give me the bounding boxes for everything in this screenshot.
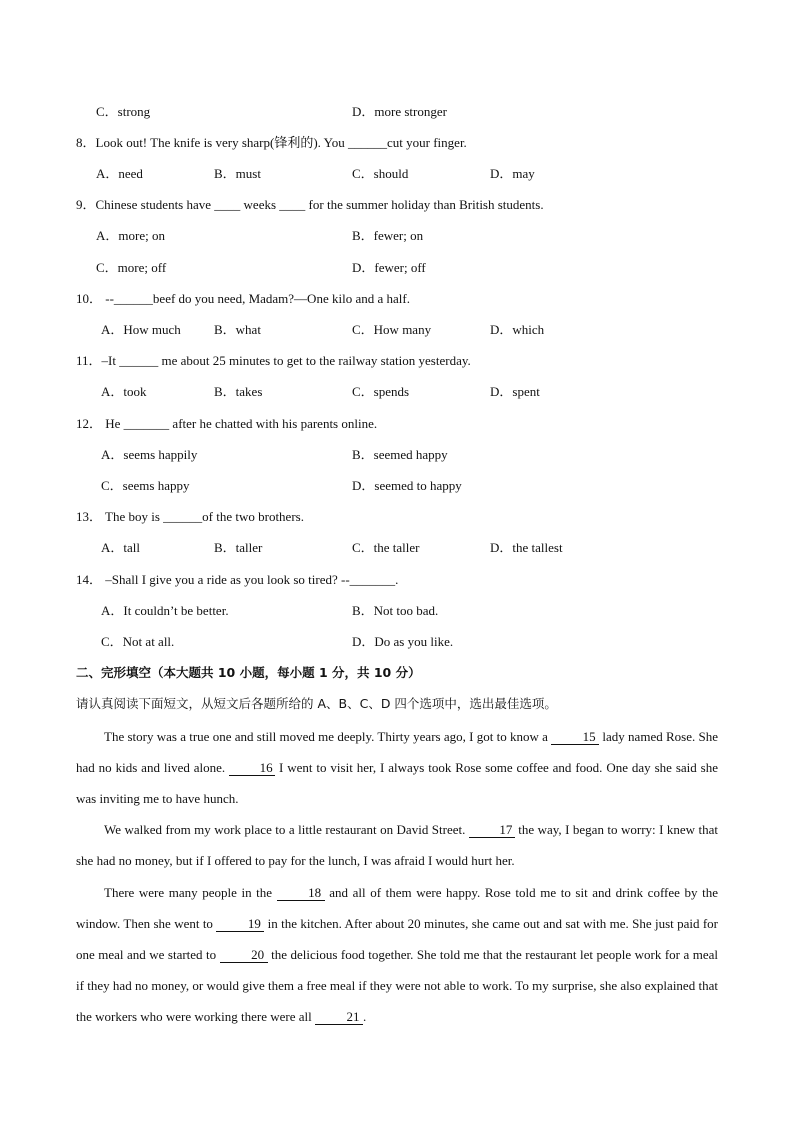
q11-option-c: C．spends bbox=[352, 384, 410, 399]
section-2-title: 二、完形填空（本大题共 10 小题，每小题 1 分，共 10 分） bbox=[76, 665, 421, 680]
blank-19: 19 bbox=[216, 917, 264, 932]
blank-20: 20 bbox=[220, 948, 268, 963]
q13-option-d: D．the tallest bbox=[490, 540, 563, 555]
q8-option-d: D．may bbox=[490, 166, 535, 181]
q11-blank: ______ bbox=[119, 353, 159, 368]
p3-text-b: and all of them were happy. Rose told me to sit and drink coffee by the window. Then she went to bbox=[76, 885, 718, 931]
q13-text-end: of the two brothers. bbox=[202, 509, 304, 524]
section-2-instruction: 请认真阅读下面短文，从短文后各题所给的 A、B、C、D 四个选项中，选出最佳选项。 bbox=[76, 696, 557, 711]
q13-text: 13． The boy is bbox=[76, 509, 164, 524]
p3-text-c: in the kitchen. After about 20 minutes, she came out and sat with me. She just paid for one meal and we started to bbox=[76, 916, 719, 962]
q14-option-c: C．Not at all. bbox=[101, 634, 175, 649]
q11-option-a: A．took bbox=[101, 384, 147, 399]
q13-option-c: C．the taller bbox=[352, 540, 420, 555]
blank-18: 18 bbox=[277, 886, 325, 901]
q9-option-b: B．fewer; on bbox=[352, 228, 424, 243]
p2-text-a: We walked from my work place to a little restaurant on David Street. bbox=[104, 822, 469, 837]
q10-text-end: beef do you need, Madam?—One kilo and a half. bbox=[152, 291, 410, 306]
q12-option-b: B．seemed happy bbox=[352, 447, 448, 462]
q12-blank: _______ bbox=[123, 416, 170, 431]
q9-text: 9．Chinese students have bbox=[76, 197, 215, 212]
p3-text-a: There were many people in the bbox=[104, 885, 277, 900]
q9-text-mid: weeks bbox=[240, 197, 280, 212]
q8-text: 8．Look out! The knife is very sharp(锋利的). You bbox=[76, 135, 349, 150]
q8-blank: ______ bbox=[348, 135, 388, 150]
question-14-stem bbox=[76, 572, 398, 588]
q14-option-a: A．It couldn’t be better. bbox=[101, 603, 229, 618]
q9-option-d: D．fewer; off bbox=[352, 260, 426, 275]
q12-option-c: C．seems happy bbox=[101, 478, 190, 493]
q7-option-d: D．more stronger bbox=[352, 104, 447, 119]
q11-text-end: me about 25 minutes to get to the railway station yesterday. bbox=[158, 353, 471, 368]
p1-text-c: I went to visit her, I always took Rose some coffee and food. One day she said she was inviting me to have hunch. bbox=[76, 760, 718, 806]
q12-text: 12． He bbox=[76, 416, 124, 431]
passage-paragraph-3 bbox=[76, 877, 718, 1032]
q14-blank: _______ bbox=[349, 572, 396, 587]
q12-option-a: A．seems happily bbox=[101, 447, 198, 462]
q11-option-b: B．takes bbox=[214, 384, 263, 399]
question-10-stem bbox=[76, 291, 410, 307]
question-8-stem bbox=[76, 135, 467, 151]
passage-paragraph-1 bbox=[76, 721, 718, 814]
passage-paragraph-2 bbox=[76, 814, 718, 876]
question-12-stem bbox=[76, 416, 377, 432]
q9-blank-2: ____ bbox=[279, 197, 306, 212]
q9-text-end: for the summer holiday than British students. bbox=[305, 197, 544, 212]
q10-text: 10． -- bbox=[76, 291, 114, 306]
q12-text-end: after he chatted with his parents online. bbox=[169, 416, 378, 431]
q10-option-b: B．what bbox=[214, 322, 261, 337]
blank-17: 17 bbox=[469, 823, 515, 838]
q7-option-c: C．strong bbox=[96, 104, 151, 119]
q12-option-d: D．seemed to happy bbox=[352, 478, 462, 493]
q9-option-a: A．more; on bbox=[96, 228, 165, 243]
q8-option-a: A．need bbox=[96, 166, 143, 181]
q14-option-b: B．Not too bad. bbox=[352, 603, 439, 618]
q14-text: 14． –Shall I give you a ride as you look so tired? -- bbox=[76, 572, 350, 587]
question-9-stem bbox=[76, 197, 544, 213]
p1-text-b: lady named Rose. She had no kids and lived alone. bbox=[76, 729, 718, 775]
q9-blank-1: ____ bbox=[214, 197, 241, 212]
q14-option-d: D．Do as you like. bbox=[352, 634, 454, 649]
q13-option-b: B．taller bbox=[214, 540, 263, 555]
blank-21: 21 bbox=[315, 1010, 363, 1025]
q10-option-c: C．How many bbox=[352, 322, 432, 337]
question-11-stem bbox=[76, 353, 471, 369]
p2-text-b: the way, I began to worry: I knew that she had no money, but if I offered to pay for the lunch, I was afraid I would hurt her. bbox=[76, 822, 718, 868]
blank-16: 16 bbox=[229, 761, 275, 776]
q14-text-end: . bbox=[395, 572, 399, 587]
q9-option-c: C．more; off bbox=[96, 260, 167, 275]
q8-text-end: cut your finger. bbox=[387, 135, 467, 150]
p3-text-e: . bbox=[362, 1009, 367, 1024]
q8-option-b: B．must bbox=[214, 166, 261, 181]
q10-blank: ______ bbox=[113, 291, 153, 306]
q10-option-d: D．which bbox=[490, 322, 545, 337]
q13-option-a: A．tall bbox=[101, 540, 140, 555]
q8-option-c: C．should bbox=[352, 166, 409, 181]
blank-15: 15 bbox=[551, 730, 599, 745]
q13-blank: ______ bbox=[163, 509, 203, 524]
p3-text-d: the delicious food together. She told me that the restaurant let people work for a meal if they had no money, or would give them a free meal if they were not able to work. To my surprise, she also explained that the workers who were working there were all bbox=[76, 947, 718, 1024]
p1-text-a: The story was a true one and still moved me deeply. Thirty years ago, I got to know a bbox=[104, 729, 552, 744]
q11-option-d: D．spent bbox=[490, 384, 540, 399]
q11-text: 11．–It bbox=[76, 353, 120, 368]
question-13-stem bbox=[76, 509, 304, 525]
q10-option-a: A．How much bbox=[101, 322, 181, 337]
